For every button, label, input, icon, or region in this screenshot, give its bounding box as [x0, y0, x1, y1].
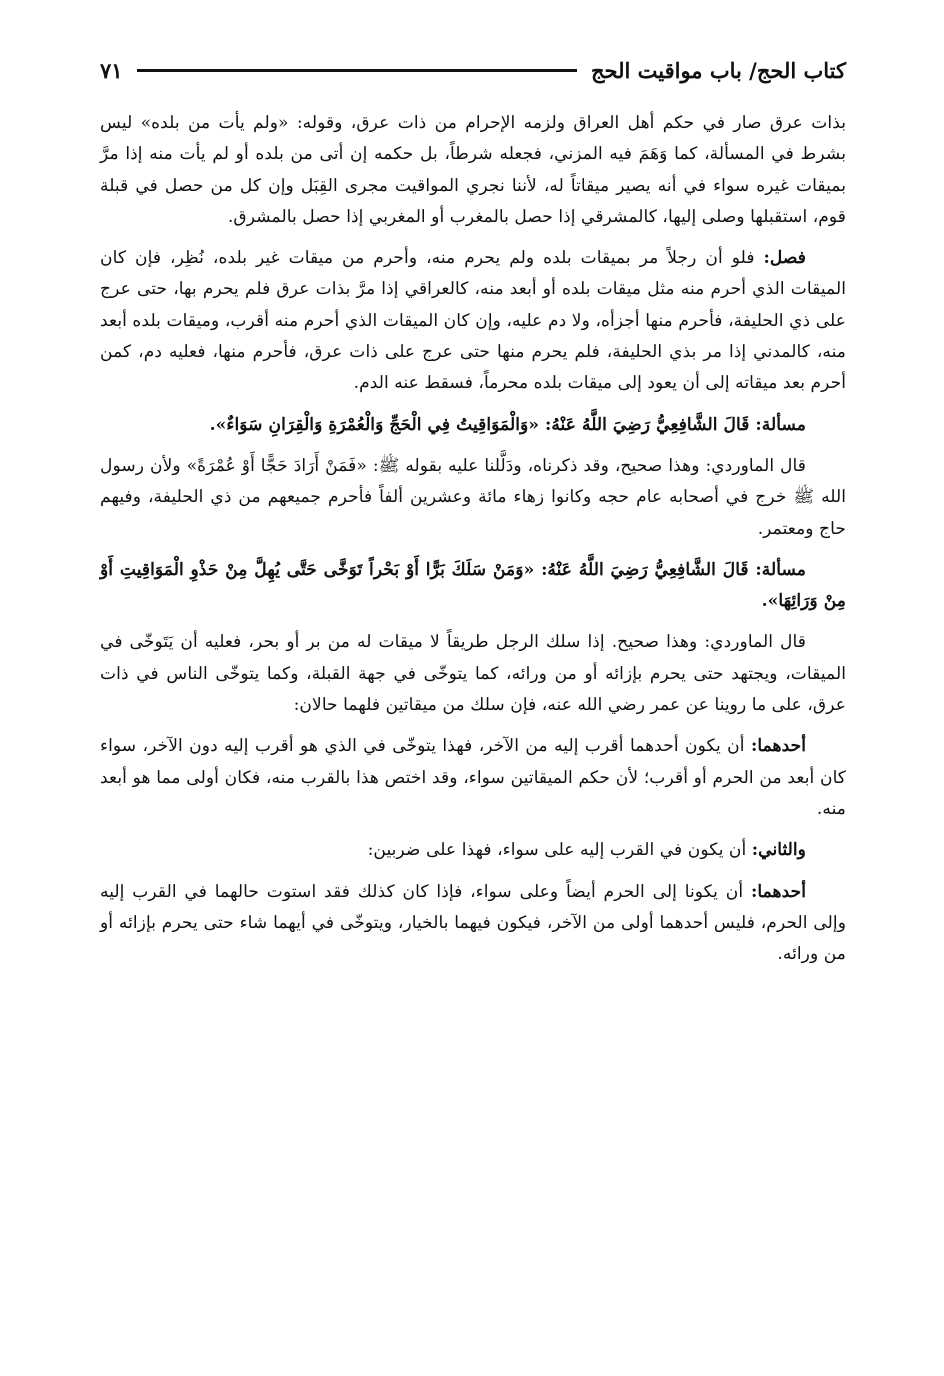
paragraph-1: بذات عرق صار في حكم أهل العراق ولزمه الإحرام من ذات عرق، وقوله: «ولم يأت من بلده» ليس بشرط في المسألة، كما وَهَمَ فيه المزني، فجعله شرطاً، بل حكمه إن أتى من بلده أو لم يأت منه إذا مرَّ بميقات غيره سواء في أنه يصير ميقاتاً له، لأننا نجري المواقيت مجرى القِبَل وإن كل من حصل في قبلة قوم، استقبلها وصلى إليها، كالمشرقي إذا حصل بالمغرب أو المغربي إذا حصل بالمشرق. — [100, 113, 846, 227]
case-label: والثاني: — [751, 840, 806, 861]
issue-label: مسألة: قَالَ الشَّافِعِيُّ — [656, 414, 806, 435]
header-rule — [137, 69, 577, 72]
paragraph-7: أحدهما: أن يكون أحدهما أقرب إليه من الآخر، فهذا يتوخّى في الذي هو أقرب إليه دون الآخر، سواء كان أبعد من الحرم أو أقرب؛ لأن حكم الميقاتين سواء، وقد اختص هذا بالقرب منه، فكان أولى مما هو أبعد منه. — [100, 736, 846, 819]
section-label: فصل: — [763, 248, 807, 269]
chapter-title: كتاب الحج/ باب مواقيت الحج — [590, 57, 846, 83]
paragraph-4: قال الماوردي: وهذا صحيح، وقد ذكرناه، ودَلَّلنا عليه بقوله ﷺ: «فَمَنْ أَرَادَ حَجًّا أَوْ عُمْرَةً» ولأن رسول الله ﷺ خرج في أصحابه عام حجه وكانوا زهاء مائة وعشرين ألفاً فأحرم جميعهم من ذي الحليفة، وفيهم حاج ومعتمر. — [100, 455, 846, 539]
paragraph-3: مسألة: قَالَ الشَّافِعِيُّ رَضِيَ اللَّهُ عَنْهُ: «وَالْمَوَاقِيتُ فِي الْحَجِّ وَالْعُمْرَةِ وَالْقِرَانِ سَوَاءٌ». — [209, 414, 806, 435]
issue-label: مسألة: قَالَ الشَّافِعِيُّ — [654, 559, 806, 580]
paragraph-2: فصل: فلو أن رجلاً مر بميقات بلده ولم يحرم منه، وأحرم من ميقات غير بلده، نُظِر، فإن كان الميقات الذي أحرم منه مثل ميقات بلده أو أبعد منه، كالعراقي إذا مرَّ بذات عرق فلم يحرم بها، حتى عرج على ذي الحليفة، فأحرم منها أجزأه، ولا دم عليه، وإن كان الميقات الذي أحرم منه أقرب، وميقات بلده أبعد منه، كالمدني إذا مر بذي الحليفة، فلم يحرم منها حتى عرج على ذات عرق، فأحرم منها، فعليه دم، كمن أحرم بعد ميقاته إلى أن يعود إلى ميقات بلده محرماً، فسقط عنه الدم. — [100, 248, 846, 394]
paragraph-6: قال الماوردي: وهذا صحيح. إذا سلك الرجل طريقاً لا ميقات له من بر أو بحر، فعليه أن يَتَوخّى في الميقات، ويجتهد حتى يحرم بإزائه أو من ورائه، كما يتوخّى في جهة القبلة، وكما يتوخّى الناس في ذات عرق، على ما روينا عن عمر رضي الله عنه، فإن سلك من ميقاتين فلهما حالان: — [100, 632, 846, 716]
paragraph-8: والثاني: أن يكون في القرب إليه على سواء، فهذا على ضربين: — [367, 840, 806, 861]
paragraph-9: أحدهما: أن يكونا إلى الحرم أيضاً وعلى سواء، فإذا كان كذلك فقد استوت حالهما في القرب إليه وإلى الحرم، فليس أحدهما أولى من الآخر، فيكون فيهما بالخيار، ويتوخّى في أيهما شاء حتى يحرم بإزائه أو من ورائه. — [100, 881, 846, 965]
page-number: ٧١ — [100, 57, 123, 83]
running-header — [100, 50, 846, 90]
paragraph-5: مسألة: قَالَ الشَّافِعِيُّ رَضِيَ اللَّهُ عَنْهُ: «وَمَنْ سَلَكَ بَرًّا أَوْ بَحْراً تَوَخَّى حَتَّى يُهِلَّ مِنْ حَذْوِ الْمَوَاقِيتِ أَوْ مِنْ وَرَائِهَا». — [100, 559, 846, 612]
case-label: أحدهما: — [750, 881, 806, 902]
case-label: أحدهما: — [750, 736, 806, 757]
page-body — [100, 108, 846, 980]
